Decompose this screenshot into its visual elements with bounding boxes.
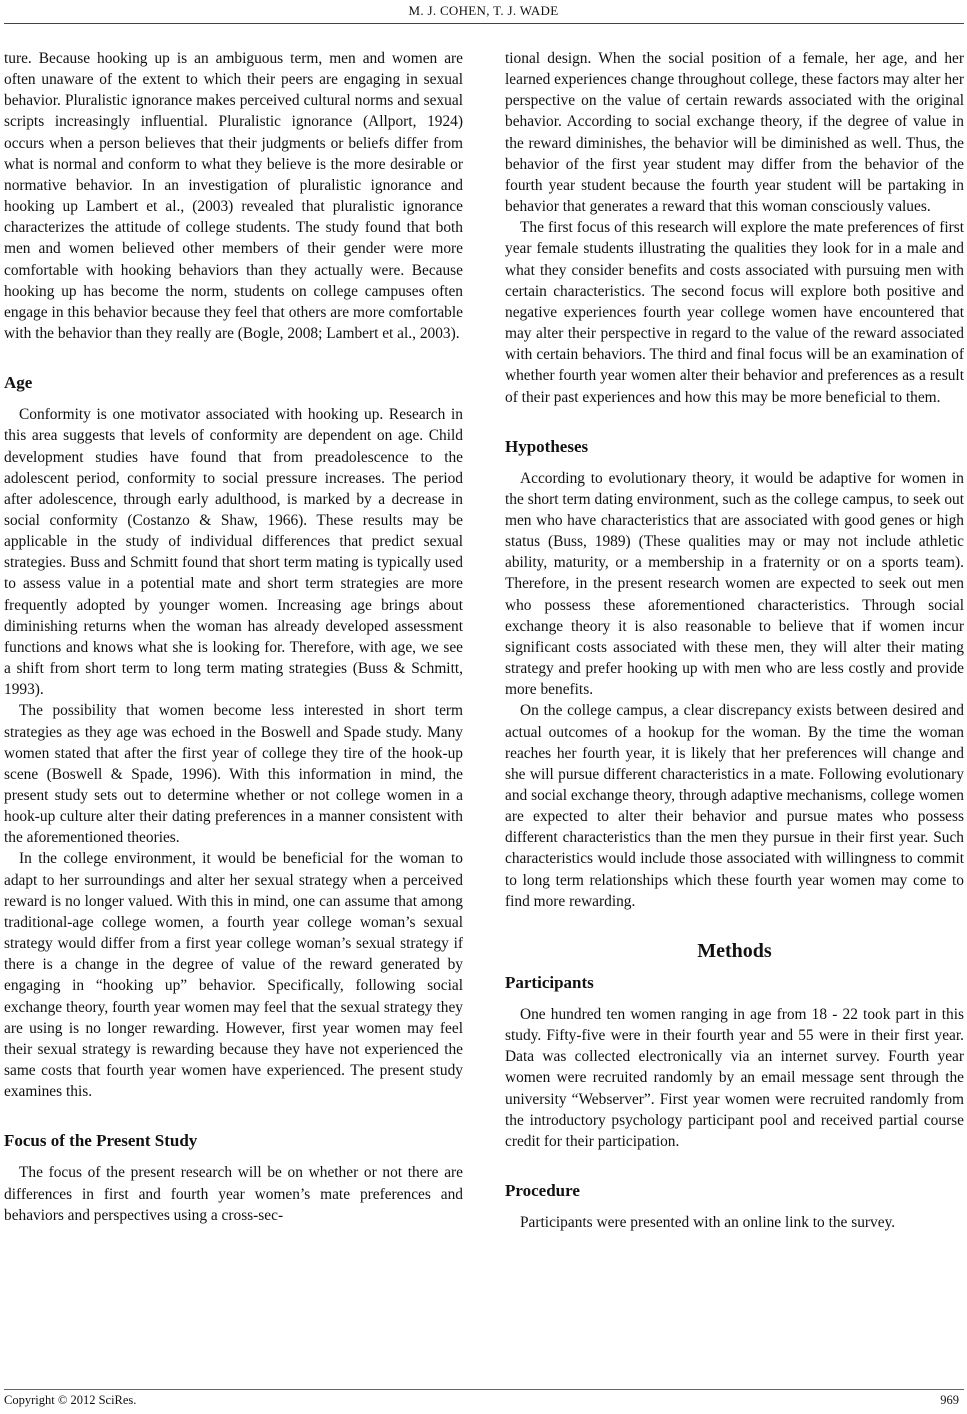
- copyright-notice: Copyright © 2012 SciRes.: [4, 1393, 137, 1407]
- section-heading-age: Age: [4, 373, 33, 393]
- footer-rule: [4, 1389, 964, 1390]
- body-paragraph: ture. Because hooking up is an ambiguous term, men and women are often unaware of the extent to which their peers are engaging in sexual behavior. Pluralistic ignorance makes perceived cultural norms and sexual scripts increasingly influential. Pluralistic ignorance (Allport, 1924) occurs when a person believes that their judgments or beliefs differ from what is normal and conform to what they believe is the more desirable or normative behavior. In an investigation of pluralistic ignorance and hooking up Lambert et al., (2003) revealed that pluralistic ignorance characterizes the attitude of college students. The study found that both men and women believed other members of their gender were more comfortable with hooking behaviors than they actually were. Because hooking up has become the norm, students on college campuses often engage in this behavior because they feel that others are more comfortable with the behavior than they really are (Bogle, 2008; Lambert et al., 2003).: [4, 50, 463, 343]
- running-head: M. J. COHEN, T. J. WADE: [408, 3, 559, 18]
- body-paragraph: The possibility that women become less interested in short term strategies as they age was echoed in the Boswell and Spade study. Many women stated that after the first year of college they tire of the hook-up scene (Boswell & Spade, 1996). With this information in mind, the present study sets out to determine whether or not college women in a hook-up culture alter their dating preferences in a manner consistent with the aforementioned theories.: [4, 702, 463, 847]
- body-paragraph: The first focus of this research will explore the mate preferences of first year female students illustrating the qualities they look for in a male and what they consider benefits and costs associated with pursuing men with certain characteristics. The second focus will explore both positive and negative experiences fourth year college women have encountered that may alter their perspective in regard to the value of the reward associated with certain behaviors. The third and final focus will be an examination of whether fourth year women alter their behavior and preferences as a result of their past experiences and how this may be more beneficial to them.: [505, 219, 964, 406]
- body-paragraph: In the college environment, it would be beneficial for the woman to adapt to her surroundings and alter her sexual strategy when a perceived reward is no longer valued. With this in mind, one can assume that among traditional-age college women, a fourth year college woman’s sexual strategy would differ from a first year college woman’s sexual strategy if there is a change in the degree of value of the reward generated by engaging in “hooking up” behavior. Specifically, following social exchange theory, fourth year women may feel that the sexual strategy they are using is no longer rewarding. However, first year women may feel their sexual strategy is rewarding because they have not experienced the same costs that fourth year women have experienced. The present study examines this.: [4, 850, 463, 1101]
- body-paragraph: Participants were presented with an online link to the survey.: [520, 1214, 896, 1232]
- section-heading-focus: Focus of the Present Study: [4, 1131, 198, 1151]
- header-rule: [4, 23, 964, 24]
- subsection-heading-procedure: Procedure: [505, 1181, 580, 1201]
- body-paragraph: The focus of the present research will be on whether or not there are differences in first and fourth year women’s mate preferences and behaviors and perspectives using a cross-sec-: [4, 1164, 463, 1224]
- subsection-heading-participants: Participants: [505, 972, 594, 992]
- section-heading-methods: Methods: [697, 939, 772, 962]
- body-paragraph: According to evolutionary theory, it would be adaptive for women in the short term dating environment, such as the college campus, to seek out men who have characteristics that are associated with good genes or high status (Buss, 1989) (These qualities may or may not include athletic ability, maturity, or a membership in a fraternity or on a sports team). Therefore, in the present research women are expected to seek out men who possess these aforementioned characteristics. Through social exchange theory it is also reasonable to believe that if women incur significant costs associated with these men, they will alter their mating strategy and prefer hooking up with men who are less costly and provide more benefits.: [505, 469, 964, 699]
- body-paragraph: On the college campus, a clear discrepancy exists between desired and actual outcomes of a hookup for the woman. By the time the woman reaches her fourth year, it is likely that her preferences will change and she will pursue different characteristics in a mate. Following evolutionary and social exchange theory, through adaptive mechanisms, college women are expected to alter their behavior and pursue mates who possess different characteristics than the men they pursue in their first year. Such characteristics would include those associated with willingness to commit to long term relationships which these fourth year women may come to find more rewarding.: [505, 702, 964, 910]
- body-paragraph: Conformity is one motivator associated with hooking up. Research in this area suggests that levels of conformity are dependent on age. Child development studies have found that from preadolescence to the adolescent period, conformity to social pressure increases. The period after adolescence, through early adulthood, is marked by a decrease in social conformity (Costanzo & Shaw, 1966). These results may be applicable in the study of individual differences that predict sexual strategies. Buss and Schmitt found that short term mating is typically used to assess value in a potential mate and short term strategies are more frequently adopted by younger women. Increasing age brings about diminishing returns when the woman has already developed assessment functions and knows what she is looking for. Therefore, with age, we see a shift from short term to long term mating strategies (Buss & Schmitt, 1993).: [4, 406, 463, 699]
- body-paragraph: tional design. When the social position of a female, her age, and her learned experiences change throughout college, these factors may alter her perspective on the value of certain rewards associated with the original behavior. According to social exchange theory, if the degree of value in the reward diminishes, the behavior will be diminished as well. Thus, the behavior of the first year student may differ from the behavior of the fourth year student because the fourth year student will be partaking in behavior that generates a reward that this woman consciously values.: [505, 50, 964, 216]
- page-number: 969: [940, 1393, 959, 1407]
- left-column: [4, 48, 463, 1226]
- right-column: [505, 48, 964, 1233]
- section-heading-hypotheses: Hypotheses: [505, 436, 589, 456]
- body-paragraph: One hundred ten women ranging in age from 18 - 22 took part in this study. Fifty-five were in their fourth year and 55 were in their first year. Data was collected electronically via an internet survey. Fourth year women were recruited randomly by an email message sent through the university “Webserver”. First year women were recruited randomly from the introductory psychology participant pool and received partial course credit for their participation.: [505, 1005, 964, 1150]
